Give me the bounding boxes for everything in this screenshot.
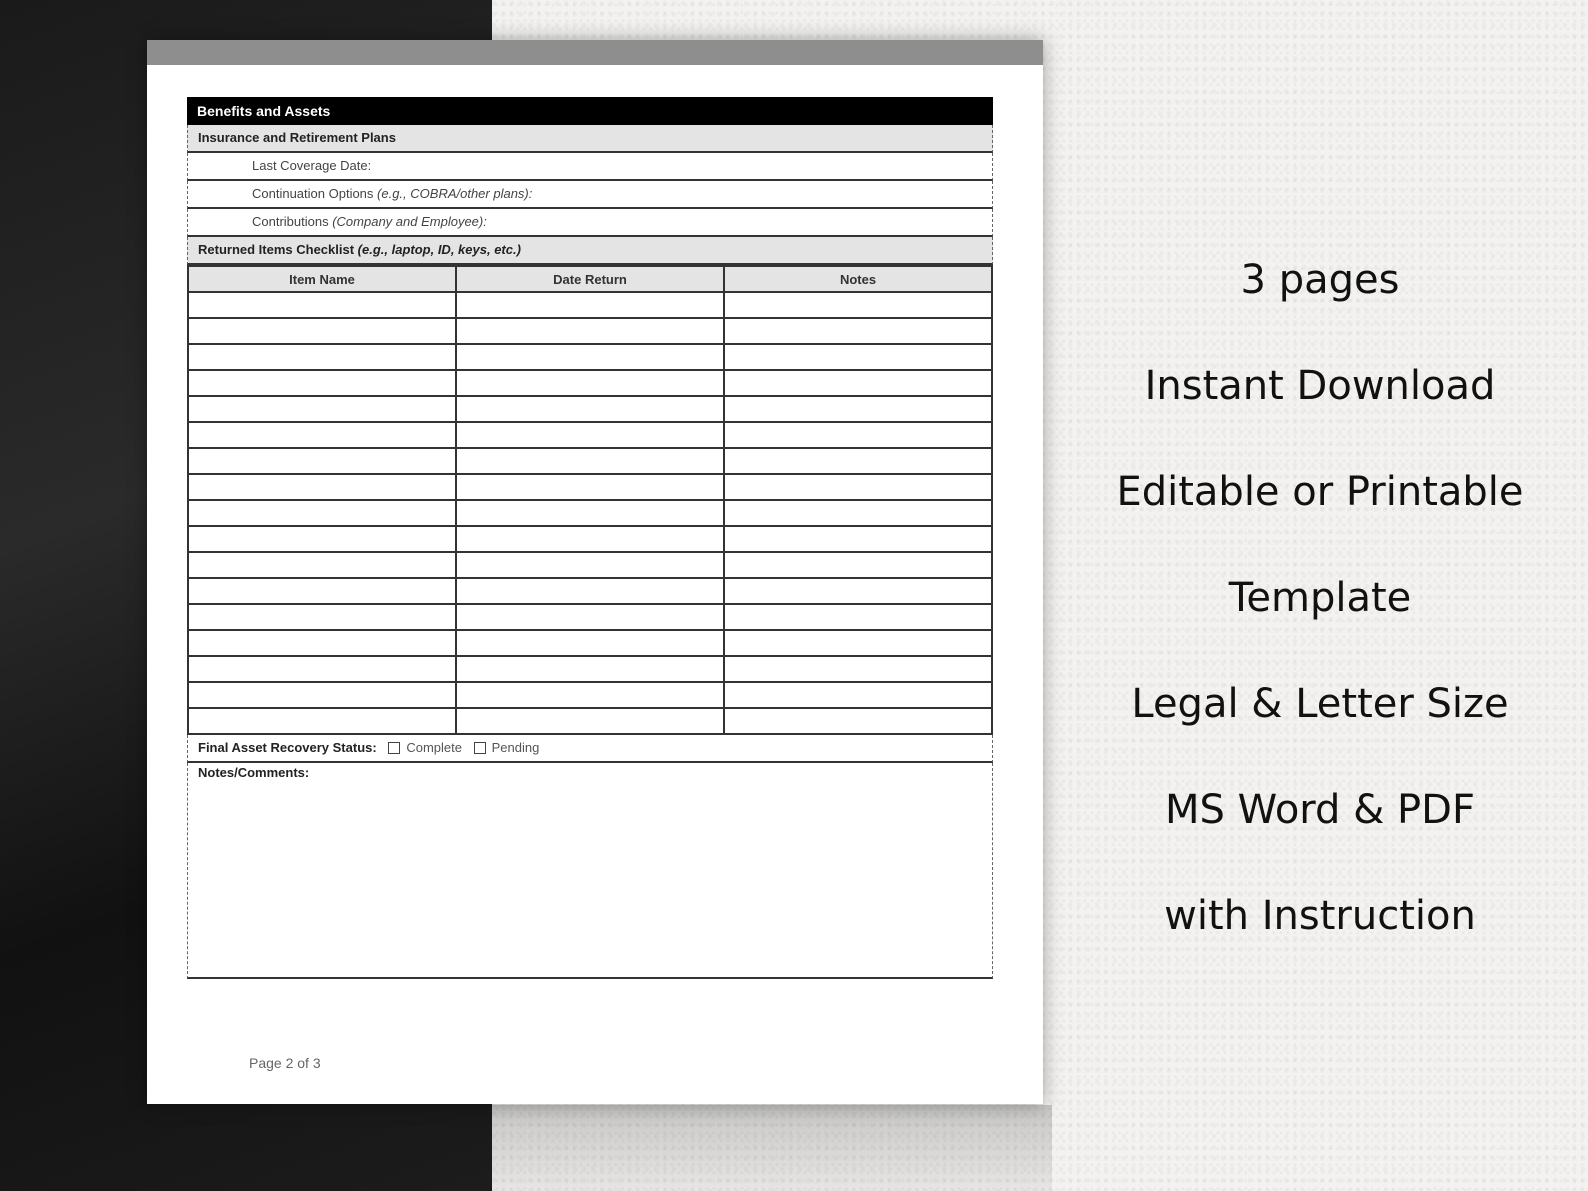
field-label: Last Coverage Date:	[252, 158, 372, 173]
table-row	[188, 500, 992, 526]
notes-cell[interactable]	[724, 370, 992, 396]
item-name-cell[interactable]	[188, 292, 456, 318]
field-last-coverage-date[interactable]	[187, 153, 993, 181]
table-row	[188, 292, 992, 318]
item-name-cell[interactable]	[188, 656, 456, 682]
notes-label: Notes/Comments:	[198, 765, 310, 780]
pending-label: Pending	[491, 740, 540, 755]
date-return-cell[interactable]	[456, 292, 724, 318]
promo-line-download: Instant Download	[1144, 363, 1496, 409]
notes-cell[interactable]	[724, 708, 992, 734]
promo-line-pages: 3 pages	[1240, 257, 1400, 303]
date-return-cell[interactable]	[456, 474, 724, 500]
pending-checkbox[interactable]	[474, 742, 486, 754]
item-name-cell[interactable]	[188, 370, 456, 396]
returned-items-table	[187, 265, 993, 735]
date-return-cell[interactable]	[456, 656, 724, 682]
item-name-cell[interactable]	[188, 604, 456, 630]
date-return-cell[interactable]	[456, 318, 724, 344]
checklist-header	[187, 237, 993, 265]
field-label: Continuation Options	[252, 186, 378, 201]
benefits-assets-form	[187, 97, 993, 979]
notes-cell[interactable]	[724, 630, 992, 656]
notes-cell[interactable]	[724, 422, 992, 448]
insurance-header: Insurance and Retirement Plans	[187, 125, 993, 153]
notes-cell[interactable]	[724, 682, 992, 708]
notes-cell[interactable]	[724, 396, 992, 422]
checklist-hint: (e.g., laptop, ID, keys, etc.)	[357, 242, 521, 257]
date-return-cell[interactable]	[456, 448, 724, 474]
promo-line-editable: Editable or Printable	[1116, 469, 1524, 515]
table-row	[188, 656, 992, 682]
date-return-cell[interactable]	[456, 396, 724, 422]
field-hint: (Company and Employee):	[332, 214, 487, 229]
final-asset-recovery-status	[187, 735, 993, 763]
promo-text-block	[1075, 250, 1565, 992]
item-name-cell[interactable]	[188, 578, 456, 604]
item-name-cell[interactable]	[188, 318, 456, 344]
table-row	[188, 422, 992, 448]
item-name-cell[interactable]	[188, 682, 456, 708]
promo-line-format: MS Word & PDF	[1165, 787, 1475, 833]
table-row	[188, 708, 992, 734]
table-row	[188, 344, 992, 370]
item-name-cell[interactable]	[188, 474, 456, 500]
notes-cell[interactable]	[724, 500, 992, 526]
notes-cell[interactable]	[724, 656, 992, 682]
date-return-cell[interactable]	[456, 682, 724, 708]
table-row	[188, 578, 992, 604]
item-name-cell[interactable]	[188, 708, 456, 734]
field-hint: (e.g., COBRA/other plans):	[377, 186, 533, 201]
notes-cell[interactable]	[724, 474, 992, 500]
promo-line-size: Legal & Letter Size	[1131, 681, 1509, 727]
table-body	[188, 292, 992, 734]
item-name-cell[interactable]	[188, 448, 456, 474]
date-return-cell[interactable]	[456, 526, 724, 552]
table-header-row	[188, 266, 992, 292]
page-top-bar	[147, 40, 1043, 65]
notes-cell[interactable]	[724, 292, 992, 318]
column-date-return: Date Return	[456, 266, 724, 292]
item-name-cell[interactable]	[188, 344, 456, 370]
table-row	[188, 526, 992, 552]
document-page	[147, 40, 1043, 1104]
date-return-cell[interactable]	[456, 344, 724, 370]
field-label: Contributions	[252, 214, 333, 229]
promo-line-instruction: with Instruction	[1164, 893, 1476, 939]
complete-label: Complete	[406, 740, 462, 755]
item-name-cell[interactable]	[188, 396, 456, 422]
page-number: Page 2 of 3	[249, 1055, 321, 1071]
date-return-cell[interactable]	[456, 604, 724, 630]
date-return-cell[interactable]	[456, 370, 724, 396]
item-name-cell[interactable]	[188, 500, 456, 526]
item-name-cell[interactable]	[188, 552, 456, 578]
field-contributions[interactable]	[187, 209, 993, 237]
status-label: Final Asset Recovery Status:	[198, 740, 377, 755]
table-row	[188, 370, 992, 396]
notes-cell[interactable]	[724, 318, 992, 344]
table-row	[188, 318, 992, 344]
table-row	[188, 552, 992, 578]
notes-cell[interactable]	[724, 604, 992, 630]
notes-cell[interactable]	[724, 344, 992, 370]
checklist-title: Returned Items Checklist	[198, 242, 358, 257]
column-notes: Notes	[724, 266, 992, 292]
notes-cell[interactable]	[724, 552, 992, 578]
notes-cell[interactable]	[724, 448, 992, 474]
column-item-name: Item Name	[188, 266, 456, 292]
notes-cell[interactable]	[724, 578, 992, 604]
section-title: Benefits and Assets	[187, 97, 993, 125]
table-row	[188, 630, 992, 656]
notes-comments-box[interactable]	[187, 763, 993, 979]
promo-line-template: Template	[1228, 575, 1412, 621]
table-row	[188, 604, 992, 630]
table-row	[188, 448, 992, 474]
field-continuation-options[interactable]	[187, 181, 993, 209]
shadow	[492, 1105, 1052, 1191]
table-row	[188, 396, 992, 422]
item-name-cell[interactable]	[188, 630, 456, 656]
date-return-cell[interactable]	[456, 552, 724, 578]
date-return-cell[interactable]	[456, 630, 724, 656]
notes-cell[interactable]	[724, 526, 992, 552]
date-return-cell[interactable]	[456, 578, 724, 604]
date-return-cell[interactable]	[456, 422, 724, 448]
date-return-cell[interactable]	[456, 500, 724, 526]
complete-checkbox[interactable]	[388, 742, 400, 754]
table-row	[188, 682, 992, 708]
table-row	[188, 474, 992, 500]
item-name-cell[interactable]	[188, 422, 456, 448]
date-return-cell[interactable]	[456, 708, 724, 734]
item-name-cell[interactable]	[188, 526, 456, 552]
